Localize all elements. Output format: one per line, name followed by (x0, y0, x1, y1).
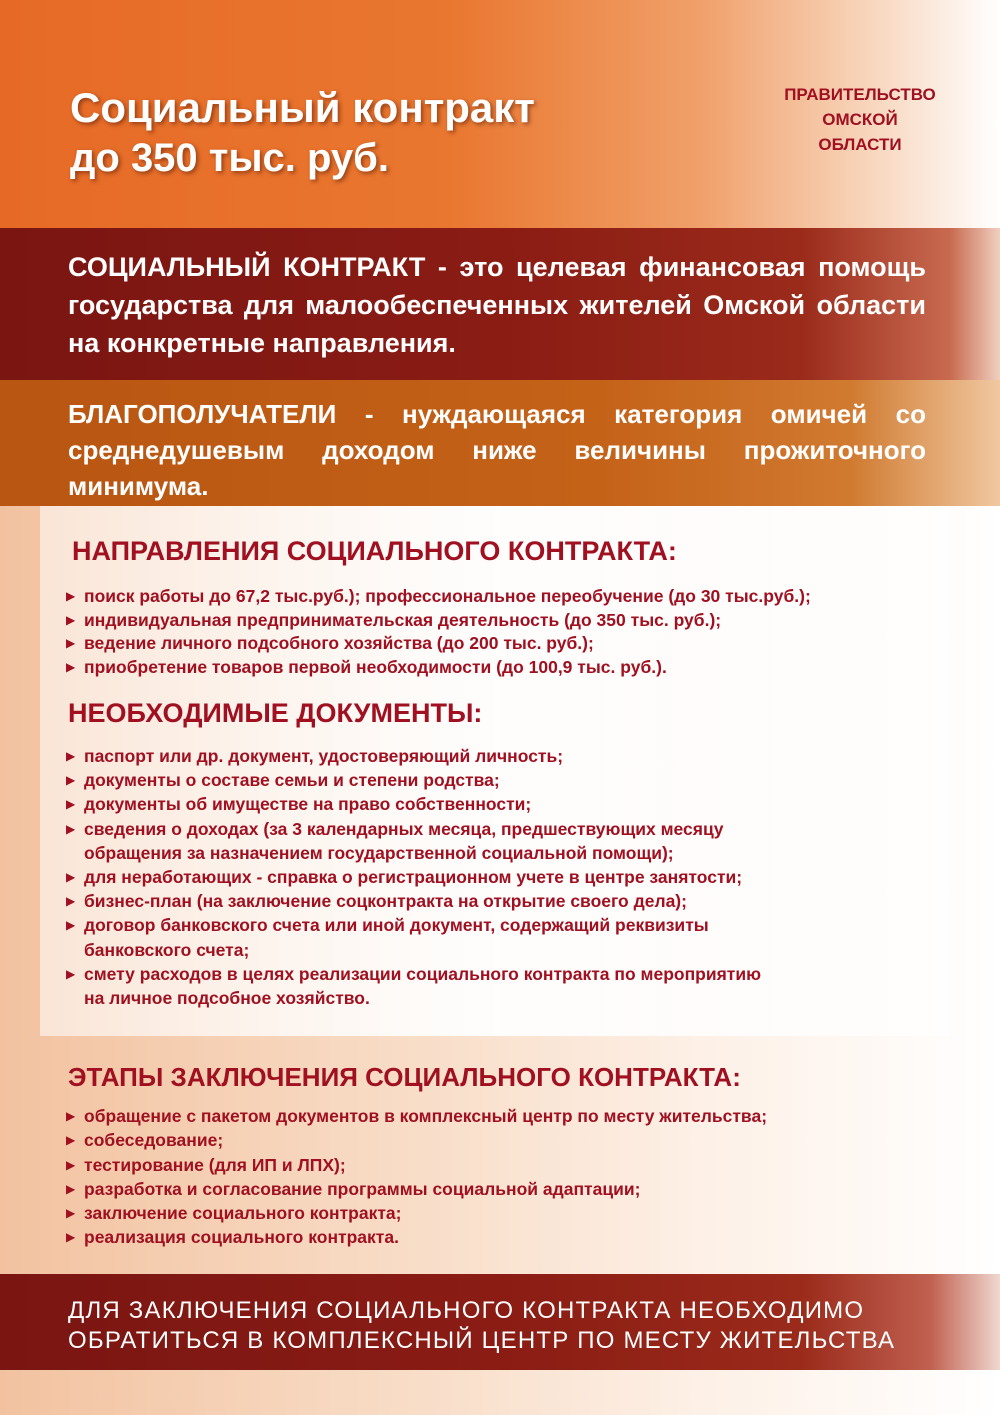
title-line-2: до 350 тыс. руб. (70, 136, 389, 180)
list-item: ▶ разработка и согласование программы социальной адаптации; (66, 1177, 767, 1201)
documents-heading: НЕОБХОДИМЫЕ ДОКУМЕНТЫ: (68, 698, 483, 728)
list-item: ▶ поиск работы до 67,2 тыс.руб.); профессиональное переобучение (до 30 тыс.руб.); (66, 585, 811, 609)
list-item: ▶ ведение личного подсобного хозяйства (до 200 тыс. руб.); (66, 632, 811, 656)
list-item: ▶ реализация социального контракта. (66, 1225, 767, 1249)
definition-body: это целевая финансовая помощь государства для малообеспеченных жителей Омской области на конкретные направления. (68, 252, 926, 358)
list-item: ▶ собеседование; (66, 1128, 767, 1152)
list-item: ▶ приобретение товаров первой необходимости (до 100,9 тыс. руб.). (66, 656, 811, 680)
beneficiaries-term: БЛАГОПОЛУЧАТЕЛИ (68, 399, 337, 429)
title-line-1: Социальный контракт (70, 84, 535, 131)
list-item: ▶ индивидуальная предпринимательская деятельность (до 350 тыс. руб.); (66, 609, 811, 633)
government-label-line: ОМСКОЙ (822, 110, 898, 129)
list-item: ▶ смету расходов в целях реализации социального контракта по мероприятию на личное подсобное хозяйство. (66, 962, 761, 1010)
definition-term: СОЦИАЛЬНЫЙ КОНТРАКТ - (68, 252, 460, 282)
footer-line: ДЛЯ ЗАКЛЮЧЕНИЯ СОЦИАЛЬНОГО КОНТРАКТА НЕОБХОДИМО (68, 1297, 865, 1324)
list-item: ▶ документы об имуществе на право собственности; (66, 792, 761, 816)
government-label (740, 82, 980, 157)
directions-heading: НАПРАВЛЕНИЯ СОЦИАЛЬНОГО КОНТРАКТА: (72, 536, 677, 566)
definition-text (68, 248, 926, 362)
list-item: ▶ паспорт или др. документ, удостоверяющий личность; (66, 744, 761, 768)
documents-list (66, 744, 761, 1010)
definition-band (0, 228, 1000, 380)
footer-line: ОБРАТИТЬСЯ В КОМПЛЕКСНЫЙ ЦЕНТР ПО МЕСТУ ЖИТЕЛЬСТВА (68, 1327, 896, 1354)
list-item: ▶ обращение с пакетом документов в комплексный центр по месту жительства; (66, 1104, 767, 1128)
list-item: ▶ документы о составе семьи и степени родства; (66, 768, 761, 792)
footer-band (0, 1274, 1000, 1370)
stages-heading: ЭТАПЫ ЗАКЛЮЧЕНИЯ СОЦИАЛЬНОГО КОНТРАКТА: (68, 1062, 741, 1092)
list-item: ▶ сведения о доходах (за 3 календарных месяца, предшествующих месяцу обращения за назначением государственной социальной помощи); (66, 817, 761, 865)
government-label-line: ОБЛАСТИ (818, 135, 902, 154)
stages-list (66, 1104, 767, 1250)
directions-list (66, 585, 811, 679)
list-item: ▶ тестирование (для ИП и ЛПХ); (66, 1153, 767, 1177)
beneficiaries-band (0, 380, 1000, 506)
list-item: ▶ заключение социального контракта; (66, 1201, 767, 1225)
header-band (0, 0, 1000, 228)
list-item: ▶ для неработающих - справка о регистрационном учете в центре занятости; (66, 865, 761, 889)
beneficiaries-text (68, 396, 926, 504)
government-label-line: ПРАВИТЕЛЬСТВО (784, 85, 936, 104)
list-item: ▶ бизнес-план (на заключение соцконтракта на открытие своего дела); (66, 889, 761, 913)
footer-text (68, 1296, 934, 1356)
list-item: ▶ договор банковского счета или иной документ, содержащий реквизиты банковского счета; (66, 913, 761, 961)
beneficiaries-body: - нуждающаяся категория омичей со среднедушевым доходом ниже величины прожиточного минимума. (68, 399, 926, 501)
